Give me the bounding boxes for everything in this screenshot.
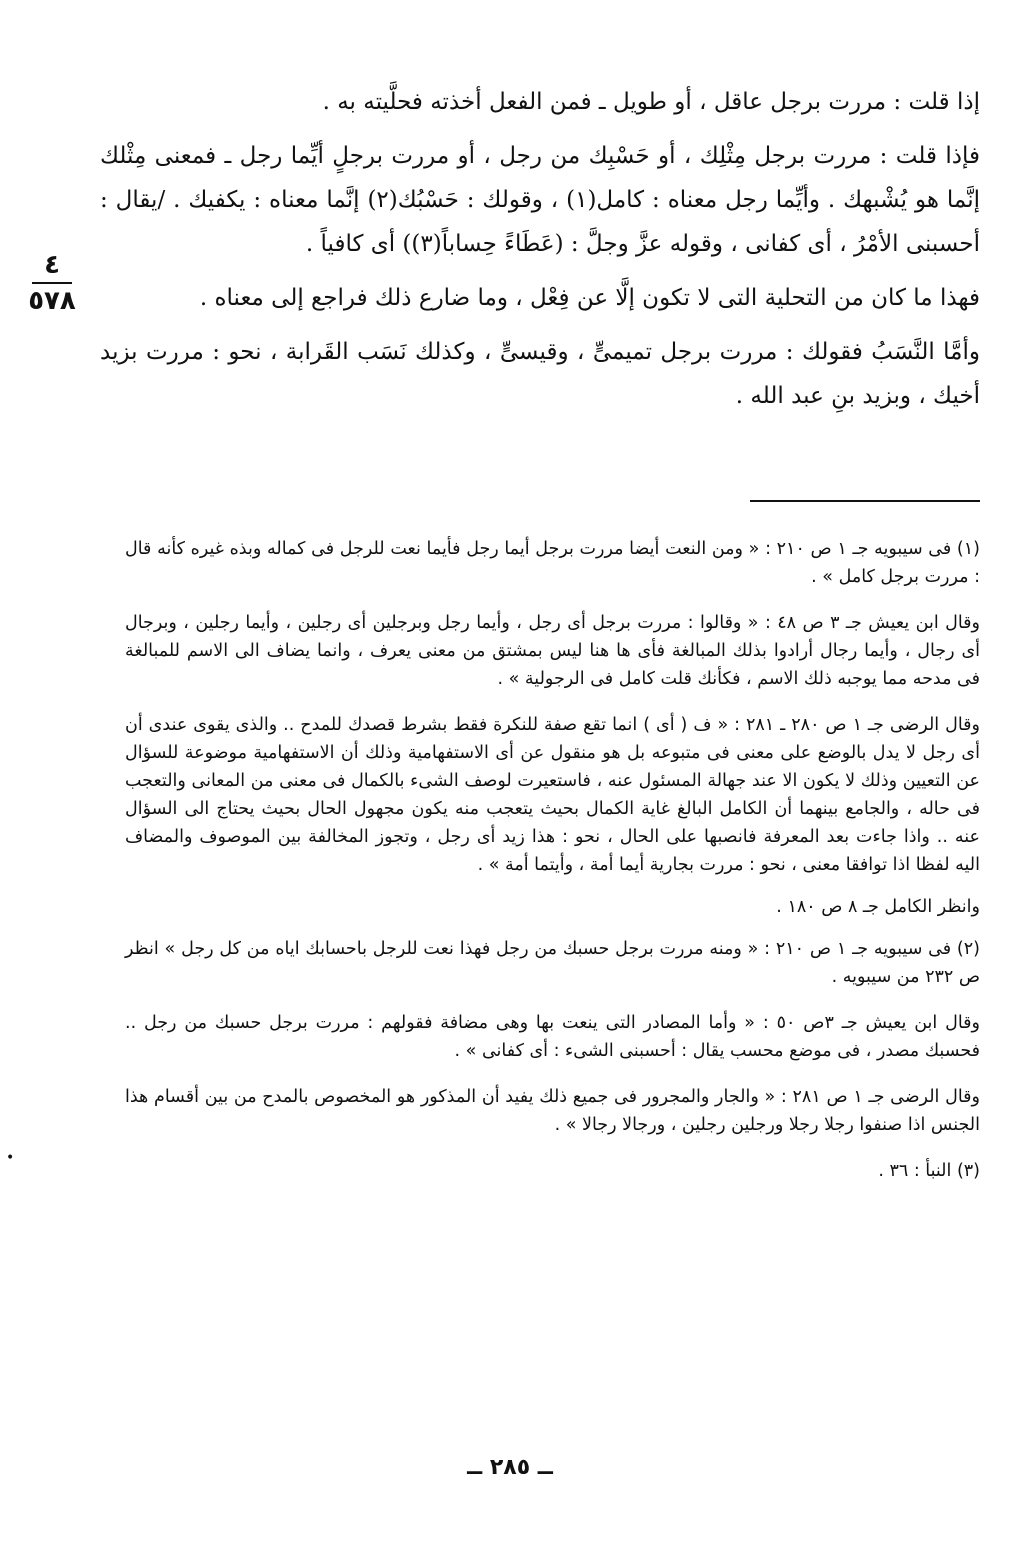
footnote-3: (٣) النبأ : ٣٦ . (878, 1161, 980, 1181)
footnote-2: (٢) فى سيبويه جـ ١ ص ٢١٠ : « ومنه مررت برجل حسبك من رجل فهذا نعت للرجل باحسابك اياه من كل رجل » انظر ص ٢٣٢ من سيبويه . (125, 939, 980, 987)
footnote-1-radi: وقال الرضى جـ ١ ص ٢٨٠ ـ ٢٨١ : « ف ( أى ) انما تقع صفة للنكرة فقط بشرط قصدك للمدح .. والذى يقوى عندى أن أى رجل لا يدل بالوضع على معنى فى متبوعه بل هو منقول عن أى الاستفهامية وذلك أن الاستفهامية موضوعة للسؤال عن التعيين وذلك لا يكون الا عند جهالة المسئول عنه ، فاستعيرت لوصف الشىء بالكمال فى معنى من المعانى والتعجب فى حاله ، والجامع بينهما أن الكامل البالغ غاية الكمال بحيث يتعجب منه يكون مجهول الحال بحيث يحتاج الى السؤال عنه .. واذا جاءت بعد المعرفة فانصبها على الحال ، نحو : هذا زيد أى رجل ، وتجوز المخالفة بين الموصوف والمضاف اليه لفظا اذا توافقا معنى ، نحو : مررت بجارية أيما أمة ، وأيتما أمة » . (125, 715, 980, 875)
footnotes-block (125, 535, 980, 1203)
main-paragraph-4: وأمَّا النَّسَبُ فقولك : مررت برجل تميمىٍّ ، وقيسىٍّ ، وكذلك نَسَب القَرابة ، نحو : مررت بزيد أخيك ، وبزيد بنِ عبد الله . (100, 339, 980, 409)
footnote-2-ibn-yaish: وقال ابن يعيش جـ ٣ص ٥٠ : « وأما المصادر التى ينعت بها وهى مضافة فقولهم : مررت برجل حسبك من رجل .. فحسبك مصدر ، فى موضع محسب يقال : أحسبنى الشىء : أى كفانى » . (125, 1013, 980, 1061)
footnote-2-radi: وقال الرضى جـ ١ ص ٢٨١ : « والجار والمجرور فى جميع ذلك يفيد أن المذكور هو المخصوص بالمدح من بين أقسام هذا الجنس اذا صنفوا رجلا رجلا ورجلين رجلين ، ورجالا رجالا » . (125, 1087, 980, 1135)
margin-page-number: ٥٧٨ (28, 286, 76, 316)
main-text-block (100, 80, 980, 428)
footnote-1: (١) فى سيبويه جـ ١ ص ٢١٠ : « ومن النعت أيضا مررت برجل أيما رجل فأيما نعت للرجل فى كماله وبذه غيره كأنه قال : مررت برجل كامل » . (125, 539, 980, 587)
margin-page-reference (12, 250, 92, 316)
margin-dot: • (6, 1150, 15, 1166)
margin-divider (32, 282, 72, 284)
footnote-1-kamil: وانظر الكامل جـ ٨ ص ١٨٠ . (776, 897, 980, 917)
main-paragraph-1: إذا قلت : مررت برجل عاقل ، أو طويل ـ فمن الفعل أخذته فحلَّيته به . (322, 89, 980, 115)
margin-volume-number: ٤ (44, 250, 60, 280)
page-number: ــ ٢٨٥ ــ (467, 1455, 553, 1480)
footnote-separator (750, 500, 980, 502)
footnote-1-ibn-yaish: وقال ابن يعيش جـ ٣ ص ٤٨ : « وقالوا : مررت برجل أى رجل ، وأيما رجل وبرجلين أى رجلين ، وأيما رجلين ، وبرجال أى رجال ، وأيما رجال أرادوا بذلك المبالغة فأى ها هنا ليس بمشتق من معنى يعرف ، وانما يضاف الى الاسم للمبالغة فى مدحه مما يوجبه ذلك الاسم ، فكأنك قلت كامل فى الرجولية » . (125, 613, 980, 689)
main-paragraph-2: فإذا قلت : مررت برجل مِثْلِك ، أو حَسْبِك من رجل ، أو مررت برجلٍ أيِّما رجل ـ فمعنى مِثْلك إنَّما هو يُشْبهك . وأيِّما رجل معناه : كامل(١) ، وقولك : حَسْبُك(٢) إنَّما معناه : يكفيك . /يقال : أحسبنى الأمْرُ ، أى كفانى ، وقوله عزَّ وجلَّ : (عَطَاءً حِساباً(٣)) أى كافياً . (100, 143, 980, 257)
main-paragraph-3: فهذا ما كان من التحلية التى لا تكون إلَّا عن فِعْل ، وما ضارع ذلك فراجع إلى معناه . (199, 285, 980, 311)
